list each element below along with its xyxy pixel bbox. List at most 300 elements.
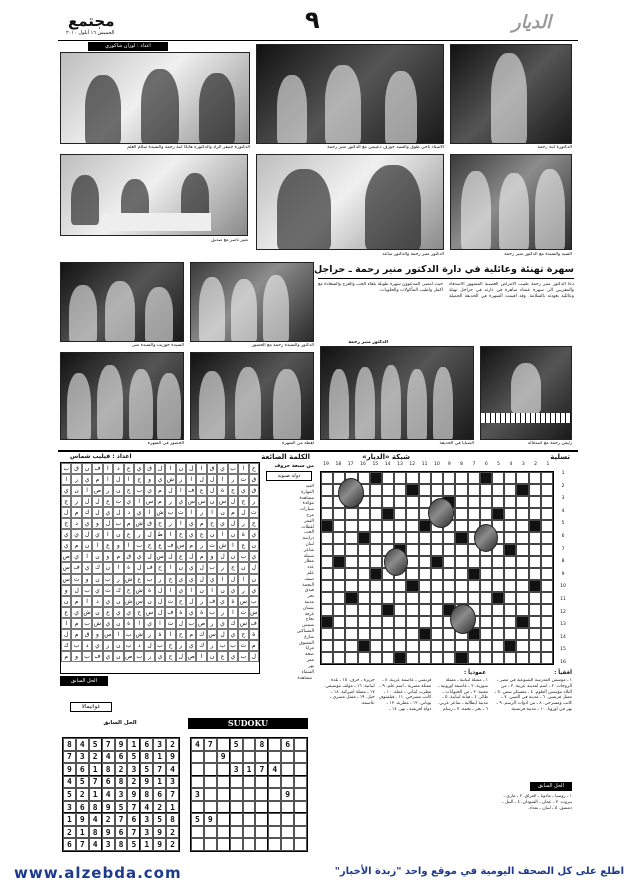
crossword-cell[interactable] <box>431 616 443 628</box>
crossword-cell[interactable] <box>345 544 357 556</box>
crossword-cell[interactable] <box>504 544 516 556</box>
wordsearch-cell[interactable]: ج <box>134 474 144 485</box>
sudoku-cell[interactable] <box>294 801 307 814</box>
wordsearch-cell[interactable]: ي <box>61 529 71 540</box>
footer-banner[interactable] <box>0 858 632 891</box>
wordsearch-cell[interactable]: ي <box>134 507 144 518</box>
crossword-cell[interactable] <box>516 616 528 628</box>
wordsearch-cell[interactable]: ب <box>103 574 113 585</box>
crossword-cell[interactable] <box>516 508 528 520</box>
crossword-cell[interactable] <box>480 484 492 496</box>
wordsearch-cell[interactable]: ص <box>92 485 102 496</box>
crossword-cell[interactable] <box>443 472 455 484</box>
wordsearch-cell[interactable]: ل <box>155 607 165 618</box>
wordsearch-cell[interactable]: ن <box>113 529 123 540</box>
wordsearch-cell[interactable]: ر <box>196 507 206 518</box>
crossword-cell[interactable] <box>370 508 382 520</box>
wordsearch-cell[interactable]: ل <box>196 574 206 585</box>
crossword-cell[interactable] <box>419 568 431 580</box>
crossword-cell[interactable] <box>468 592 480 604</box>
sudoku-cell[interactable] <box>268 801 281 814</box>
wordsearch-cell[interactable]: ن <box>217 507 227 518</box>
wordsearch-cell[interactable]: ة <box>196 607 206 618</box>
wordsearch-cell[interactable]: ص <box>186 651 196 662</box>
wordsearch-cell[interactable]: ك <box>196 629 206 640</box>
crossword-cell[interactable] <box>504 640 516 652</box>
crossword-cell[interactable] <box>468 640 480 652</box>
crossword-cell[interactable] <box>321 580 333 592</box>
crossword-cell[interactable] <box>333 640 345 652</box>
crossword-cell[interactable] <box>480 568 492 580</box>
wordsearch-cell[interactable]: ب <box>155 640 165 651</box>
wordsearch-cell[interactable]: ع <box>196 485 206 496</box>
crossword-cell[interactable] <box>480 628 492 640</box>
crossword-cell[interactable] <box>321 532 333 544</box>
sudoku-cell[interactable] <box>268 838 281 851</box>
wordsearch-cell[interactable]: ش <box>217 540 227 551</box>
crossword-cell[interactable] <box>370 496 382 508</box>
wordsearch-cell[interactable]: ل <box>92 507 102 518</box>
crossword-cell[interactable] <box>516 592 528 604</box>
wordsearch-cell[interactable]: ل <box>249 562 259 573</box>
sudoku-cell[interactable] <box>281 776 294 789</box>
crossword-cell[interactable] <box>529 496 541 508</box>
wordsearch-cell[interactable]: ي <box>186 529 196 540</box>
crossword-cell[interactable] <box>394 496 406 508</box>
sudoku-cell[interactable] <box>243 751 256 764</box>
wordsearch-cell[interactable]: ي <box>103 651 113 662</box>
crossword-cell[interactable] <box>333 544 345 556</box>
wordsearch-cell[interactable]: ر <box>144 651 154 662</box>
wordsearch-cell[interactable]: ع <box>176 551 186 562</box>
sudoku-cell[interactable]: 9 <box>204 813 217 826</box>
wordsearch-cell[interactable]: ي <box>186 574 196 585</box>
wordsearch-cell[interactable]: ل <box>217 629 227 640</box>
wordsearch-cell[interactable]: ك <box>61 640 71 651</box>
crossword-cell[interactable] <box>541 496 553 508</box>
wordsearch-cell[interactable]: ي <box>124 607 134 618</box>
wordsearch-cell[interactable]: ح <box>176 596 186 607</box>
crossword-cell[interactable] <box>431 640 443 652</box>
crossword-cell[interactable] <box>419 532 431 544</box>
wordsearch-cell[interactable]: ي <box>92 529 102 540</box>
wordsearch-cell[interactable]: ف <box>92 651 102 662</box>
crossword-cell[interactable] <box>504 472 516 484</box>
crossword-cell[interactable] <box>455 652 467 664</box>
crossword-cell[interactable] <box>492 652 504 664</box>
crossword-cell[interactable] <box>431 532 443 544</box>
crossword-cell[interactable] <box>541 472 553 484</box>
crossword-cell[interactable] <box>443 652 455 664</box>
wordsearch-cell[interactable]: ح <box>228 485 238 496</box>
crossword-cell[interactable] <box>406 532 418 544</box>
wordsearch-cell[interactable]: ع <box>124 529 134 540</box>
wordsearch-cell[interactable]: ت <box>165 596 175 607</box>
wordsearch-cell[interactable]: ل <box>155 596 165 607</box>
wordsearch-cell[interactable]: ج <box>124 485 134 496</box>
crossword-cell[interactable] <box>529 556 541 568</box>
wordsearch-cell[interactable]: ا <box>113 629 123 640</box>
sudoku-cell[interactable]: 3 <box>230 763 243 776</box>
crossword-cell[interactable] <box>358 520 370 532</box>
wordsearch-cell[interactable]: ي <box>82 518 92 529</box>
crossword-cell[interactable] <box>370 592 382 604</box>
crossword-cell[interactable] <box>516 652 528 664</box>
crossword-cell[interactable] <box>455 484 467 496</box>
sudoku-cell[interactable] <box>281 838 294 851</box>
wordsearch-cell[interactable]: ي <box>92 640 102 651</box>
sudoku-grid[interactable] <box>190 737 308 852</box>
crossword-cell[interactable] <box>394 508 406 520</box>
crossword-cell[interactable] <box>516 544 528 556</box>
crossword-cell[interactable] <box>529 604 541 616</box>
crossword-cell[interactable] <box>358 592 370 604</box>
wordsearch-cell[interactable]: ج <box>61 518 71 529</box>
crossword-cell[interactable] <box>541 508 553 520</box>
wordsearch-cell[interactable]: ن <box>176 562 186 573</box>
wordsearch-cell[interactable]: ة <box>249 629 259 640</box>
crossword-cell[interactable] <box>492 568 504 580</box>
wordsearch-cell[interactable]: ي <box>249 529 259 540</box>
crossword-cell[interactable] <box>382 640 394 652</box>
wordsearch-cell[interactable]: ج <box>228 562 238 573</box>
sudoku-cell[interactable] <box>294 751 307 764</box>
wordsearch-cell[interactable]: م <box>155 485 165 496</box>
wordsearch-cell[interactable]: ي <box>144 618 154 629</box>
wordsearch-cell[interactable]: ح <box>207 518 217 529</box>
crossword-cell[interactable] <box>541 640 553 652</box>
wordsearch-cell[interactable]: ب <box>228 640 238 651</box>
wordsearch-cell[interactable]: ر <box>71 474 81 485</box>
sudoku-cell[interactable] <box>191 826 204 839</box>
wordsearch-cell[interactable]: ب <box>82 618 92 629</box>
crossword-cell[interactable] <box>358 532 370 544</box>
sudoku-cell[interactable] <box>217 838 230 851</box>
footer-site[interactable]: www.alzebda.com <box>14 864 182 882</box>
wordsearch-cell[interactable]: ب <box>61 463 71 474</box>
crossword-cell[interactable] <box>321 652 333 664</box>
wordsearch-cell[interactable]: و <box>92 518 102 529</box>
crossword-cell[interactable] <box>370 556 382 568</box>
wordsearch-cell[interactable]: م <box>186 540 196 551</box>
wordsearch-cell[interactable]: ة <box>238 529 248 540</box>
crossword-cell[interactable] <box>480 508 492 520</box>
crossword-cell[interactable] <box>321 640 333 652</box>
crossword-cell[interactable] <box>370 532 382 544</box>
wordsearch-cell[interactable]: ل <box>155 585 165 596</box>
wordsearch-cell[interactable]: ح <box>165 651 175 662</box>
wordsearch-cell[interactable]: ع <box>103 540 113 551</box>
crossword-cell[interactable] <box>370 472 382 484</box>
wordsearch-cell[interactable]: ق <box>144 518 154 529</box>
wordsearch-cell[interactable]: م <box>196 551 206 562</box>
wordsearch-cell[interactable]: ر <box>196 596 206 607</box>
crossword-cell[interactable] <box>541 520 553 532</box>
wordsearch-cell[interactable]: ب <box>186 618 196 629</box>
wordsearch-cell[interactable]: ي <box>134 463 144 474</box>
crossword-cell[interactable] <box>541 604 553 616</box>
crossword-cell[interactable] <box>394 532 406 544</box>
wordsearch-cell[interactable]: ر <box>228 474 238 485</box>
crossword-cell[interactable] <box>382 592 394 604</box>
crossword-cell[interactable] <box>382 508 394 520</box>
crossword-cell[interactable] <box>406 496 418 508</box>
wordsearch-cell[interactable]: ن <box>113 596 123 607</box>
wordsearch-cell[interactable]: ف <box>249 618 259 629</box>
wordsearch-cell[interactable]: ي <box>186 518 196 529</box>
wordsearch-cell[interactable]: س <box>103 629 113 640</box>
crossword-cell[interactable] <box>504 496 516 508</box>
crossword-cell[interactable] <box>431 484 443 496</box>
crossword-cell[interactable] <box>321 616 333 628</box>
wordsearch-cell[interactable]: ا <box>165 585 175 596</box>
crossword-cell[interactable] <box>480 592 492 604</box>
wordsearch-cell[interactable]: ي <box>228 585 238 596</box>
crossword-cell[interactable] <box>431 592 443 604</box>
wordsearch-cell[interactable]: ل <box>82 529 92 540</box>
crossword-cell[interactable] <box>455 592 467 604</box>
wordsearch-cell[interactable]: م <box>186 629 196 640</box>
wordsearch-cell[interactable]: ل <box>144 529 154 540</box>
wordsearch-cell[interactable]: ع <box>103 496 113 507</box>
crossword-cell[interactable] <box>333 616 345 628</box>
crossword-cell[interactable] <box>455 532 467 544</box>
wordsearch-cell[interactable]: ب <box>217 640 227 651</box>
crossword-cell[interactable] <box>455 580 467 592</box>
wordsearch-cell[interactable]: ب <box>82 585 92 596</box>
wordsearch-cell[interactable]: ش <box>155 507 165 518</box>
crossword-cell[interactable] <box>406 484 418 496</box>
crossword-cell[interactable] <box>516 568 528 580</box>
crossword-cell[interactable] <box>419 652 431 664</box>
wordsearch-cell[interactable]: د <box>71 518 81 529</box>
crossword-cell[interactable] <box>321 628 333 640</box>
sudoku-cell[interactable] <box>243 838 256 851</box>
wordsearch-cell[interactable]: ل <box>176 651 186 662</box>
wordsearch-cell[interactable]: ي <box>124 496 134 507</box>
crossword-cell[interactable] <box>492 580 504 592</box>
sudoku-cell[interactable] <box>255 826 268 839</box>
wordsearch-cell[interactable]: ن <box>92 551 102 562</box>
crossword-cell[interactable] <box>345 616 357 628</box>
crossword-cell[interactable] <box>504 652 516 664</box>
wordsearch-cell[interactable]: ا <box>196 651 206 662</box>
wordsearch-cell[interactable]: ل <box>92 496 102 507</box>
crossword-cell[interactable] <box>431 556 443 568</box>
wordsearch-cell[interactable]: س <box>238 618 248 629</box>
crossword-cell[interactable] <box>358 640 370 652</box>
wordsearch-cell[interactable]: ر <box>217 607 227 618</box>
wordsearch-cell[interactable]: ن <box>228 551 238 562</box>
wordsearch-cell[interactable]: و <box>144 474 154 485</box>
crossword-cell[interactable] <box>431 580 443 592</box>
sudoku-cell[interactable]: 6 <box>281 738 294 751</box>
crossword-cell[interactable] <box>406 508 418 520</box>
wordsearch-cell[interactable]: ل <box>228 574 238 585</box>
sudoku-cell[interactable] <box>217 813 230 826</box>
wordsearch-cell[interactable]: ح <box>134 607 144 618</box>
wordsearch-cell[interactable]: م <box>228 507 238 518</box>
wordsearch-cell[interactable]: ش <box>165 474 175 485</box>
crossword-cell[interactable] <box>370 544 382 556</box>
wordsearch-cell[interactable]: ع <box>124 463 134 474</box>
wordsearch-cell[interactable]: ي <box>82 474 92 485</box>
wordsearch-cell[interactable]: ل <box>61 507 71 518</box>
sudoku-cell[interactable] <box>255 788 268 801</box>
crossword-cell[interactable] <box>516 520 528 532</box>
wordsearch-cell[interactable]: ن <box>228 529 238 540</box>
wordsearch-cell[interactable]: ا <box>207 585 217 596</box>
wordsearch-cell[interactable]: ك <box>82 507 92 518</box>
wordsearch-cell[interactable]: ن <box>113 485 123 496</box>
wordsearch-cell[interactable]: م <box>124 518 134 529</box>
wordsearch-cell[interactable]: ن <box>249 540 259 551</box>
sudoku-cell[interactable] <box>204 763 217 776</box>
wordsearch-cell[interactable]: ا <box>228 540 238 551</box>
crossword-cell[interactable] <box>468 580 480 592</box>
wordsearch-cell[interactable]: م <box>71 618 81 629</box>
wordsearch-cell[interactable]: ت <box>207 540 217 551</box>
wordsearch-cell[interactable]: ف <box>92 463 102 474</box>
wordsearch-cell[interactable]: م <box>113 551 123 562</box>
crossword-cell[interactable] <box>345 532 357 544</box>
wordsearch-cell[interactable]: ش <box>134 518 144 529</box>
crossword-cell[interactable] <box>455 496 467 508</box>
wordsearch-cell[interactable]: ا <box>61 618 71 629</box>
wordsearch-cell[interactable]: ا <box>124 540 134 551</box>
crossword-cell[interactable] <box>480 496 492 508</box>
wordsearch-cell[interactable]: ق <box>249 485 259 496</box>
wordsearch-cell[interactable]: ل <box>186 596 196 607</box>
wordsearch-cell[interactable]: ي <box>155 651 165 662</box>
crossword-cell[interactable] <box>431 652 443 664</box>
sudoku-cell[interactable] <box>294 763 307 776</box>
wordsearch-cell[interactable]: ة <box>228 596 238 607</box>
wordsearch-cell[interactable]: ب <box>207 562 217 573</box>
crossword-cell[interactable] <box>443 532 455 544</box>
crossword-cell[interactable] <box>516 496 528 508</box>
crossword-cell[interactable] <box>370 568 382 580</box>
crossword-cell[interactable] <box>419 616 431 628</box>
wordsearch-cell[interactable]: ش <box>82 607 92 618</box>
wordsearch-cell[interactable]: ي <box>134 551 144 562</box>
wordsearch-cell[interactable]: ي <box>186 562 196 573</box>
wordsearch-cell[interactable]: ل <box>249 651 259 662</box>
crossword-cell[interactable] <box>504 532 516 544</box>
crossword-cell[interactable] <box>504 520 516 532</box>
sudoku-cell[interactable] <box>294 776 307 789</box>
wordsearch-cell[interactable]: د <box>113 463 123 474</box>
crossword-cell[interactable] <box>358 628 370 640</box>
wordsearch-cell[interactable]: ي <box>176 585 186 596</box>
crossword-cell[interactable] <box>516 532 528 544</box>
wordsearch-cell[interactable]: ي <box>228 651 238 662</box>
wordsearch-cell[interactable]: م <box>249 640 259 651</box>
crossword-cell[interactable] <box>468 508 480 520</box>
crossword-cell[interactable] <box>419 604 431 616</box>
crossword-cell[interactable] <box>394 628 406 640</box>
wordsearch-cell[interactable]: ح <box>238 629 248 640</box>
wordsearch-cell[interactable]: ر <box>207 640 217 651</box>
wordsearch-cell[interactable]: ش <box>134 585 144 596</box>
crossword-cell[interactable] <box>394 472 406 484</box>
wordsearch-cell[interactable]: ر <box>155 574 165 585</box>
wordsearch-cell[interactable]: ح <box>165 640 175 651</box>
sudoku-cell[interactable]: 7 <box>204 738 217 751</box>
crossword-cell[interactable] <box>504 616 516 628</box>
wordsearch-cell[interactable]: د <box>82 640 92 651</box>
wordsearch-cell[interactable]: ل <box>165 551 175 562</box>
crossword-cell[interactable] <box>321 496 333 508</box>
crossword-cell[interactable] <box>541 652 553 664</box>
wordsearch-cell[interactable]: ل <box>82 496 92 507</box>
wordsearch-cell[interactable]: ح <box>124 585 134 596</box>
sudoku-cell[interactable] <box>217 738 230 751</box>
crossword-cell[interactable] <box>333 652 345 664</box>
wordsearch-cell[interactable]: م <box>92 474 102 485</box>
wordsearch-cell[interactable]: ج <box>144 540 154 551</box>
wordsearch-cell[interactable]: ر <box>238 518 248 529</box>
wordsearch-cell[interactable]: ا <box>103 529 113 540</box>
crossword-cell[interactable] <box>333 556 345 568</box>
crossword-cell[interactable] <box>394 604 406 616</box>
crossword-cell[interactable] <box>529 484 541 496</box>
crossword-cell[interactable] <box>431 568 443 580</box>
wordsearch-cell[interactable]: ن <box>71 485 81 496</box>
wordsearch-cell[interactable]: ل <box>113 474 123 485</box>
sudoku-cell[interactable] <box>281 826 294 839</box>
wordsearch-cell[interactable]: ي <box>103 596 113 607</box>
crossword-cell[interactable] <box>321 568 333 580</box>
wordsearch-cell[interactable]: ن <box>207 529 217 540</box>
crossword-cell[interactable] <box>443 580 455 592</box>
wordsearch-cell[interactable]: ن <box>82 463 92 474</box>
crossword-cell[interactable] <box>358 544 370 556</box>
wordsearch-cell[interactable]: ق <box>124 551 134 562</box>
sudoku-cell[interactable] <box>191 801 204 814</box>
wordsearch-cell[interactable]: و <box>61 585 71 596</box>
sudoku-cell[interactable] <box>204 838 217 851</box>
crossword-cell[interactable] <box>443 556 455 568</box>
crossword-cell[interactable] <box>541 568 553 580</box>
crossword-cell[interactable] <box>382 604 394 616</box>
crossword-cell[interactable] <box>382 652 394 664</box>
wordsearch-cell[interactable]: ج <box>238 496 248 507</box>
wordsearch-cell[interactable]: ر <box>134 529 144 540</box>
wordsearch-cell[interactable]: س <box>61 562 71 573</box>
sudoku-cell[interactable] <box>255 838 268 851</box>
wordsearch-cell[interactable]: ف <box>186 485 196 496</box>
wordsearch-cell[interactable]: ي <box>217 596 227 607</box>
wordsearch-cell[interactable]: و <box>207 551 217 562</box>
crossword-cell[interactable] <box>468 652 480 664</box>
wordsearch-cell[interactable]: ر <box>165 496 175 507</box>
crossword-cell[interactable] <box>443 568 455 580</box>
sudoku-cell[interactable] <box>281 813 294 826</box>
wordsearch-cell[interactable]: س <box>134 596 144 607</box>
wordsearch-cell[interactable]: ب <box>124 629 134 640</box>
wordsearch-cell[interactable]: ب <box>238 551 248 562</box>
wordsearch-cell[interactable]: ص <box>61 551 71 562</box>
crossword-cell[interactable] <box>504 508 516 520</box>
wordsearch-cell[interactable]: ن <box>196 585 206 596</box>
wordsearch-cell[interactable]: ق <box>207 463 217 474</box>
sudoku-cell[interactable] <box>217 826 230 839</box>
wordsearch-cell[interactable]: ح <box>176 629 186 640</box>
crossword-cell[interactable] <box>345 520 357 532</box>
sudoku-cell[interactable] <box>204 751 217 764</box>
wordsearch-cell[interactable]: ت <box>176 507 186 518</box>
